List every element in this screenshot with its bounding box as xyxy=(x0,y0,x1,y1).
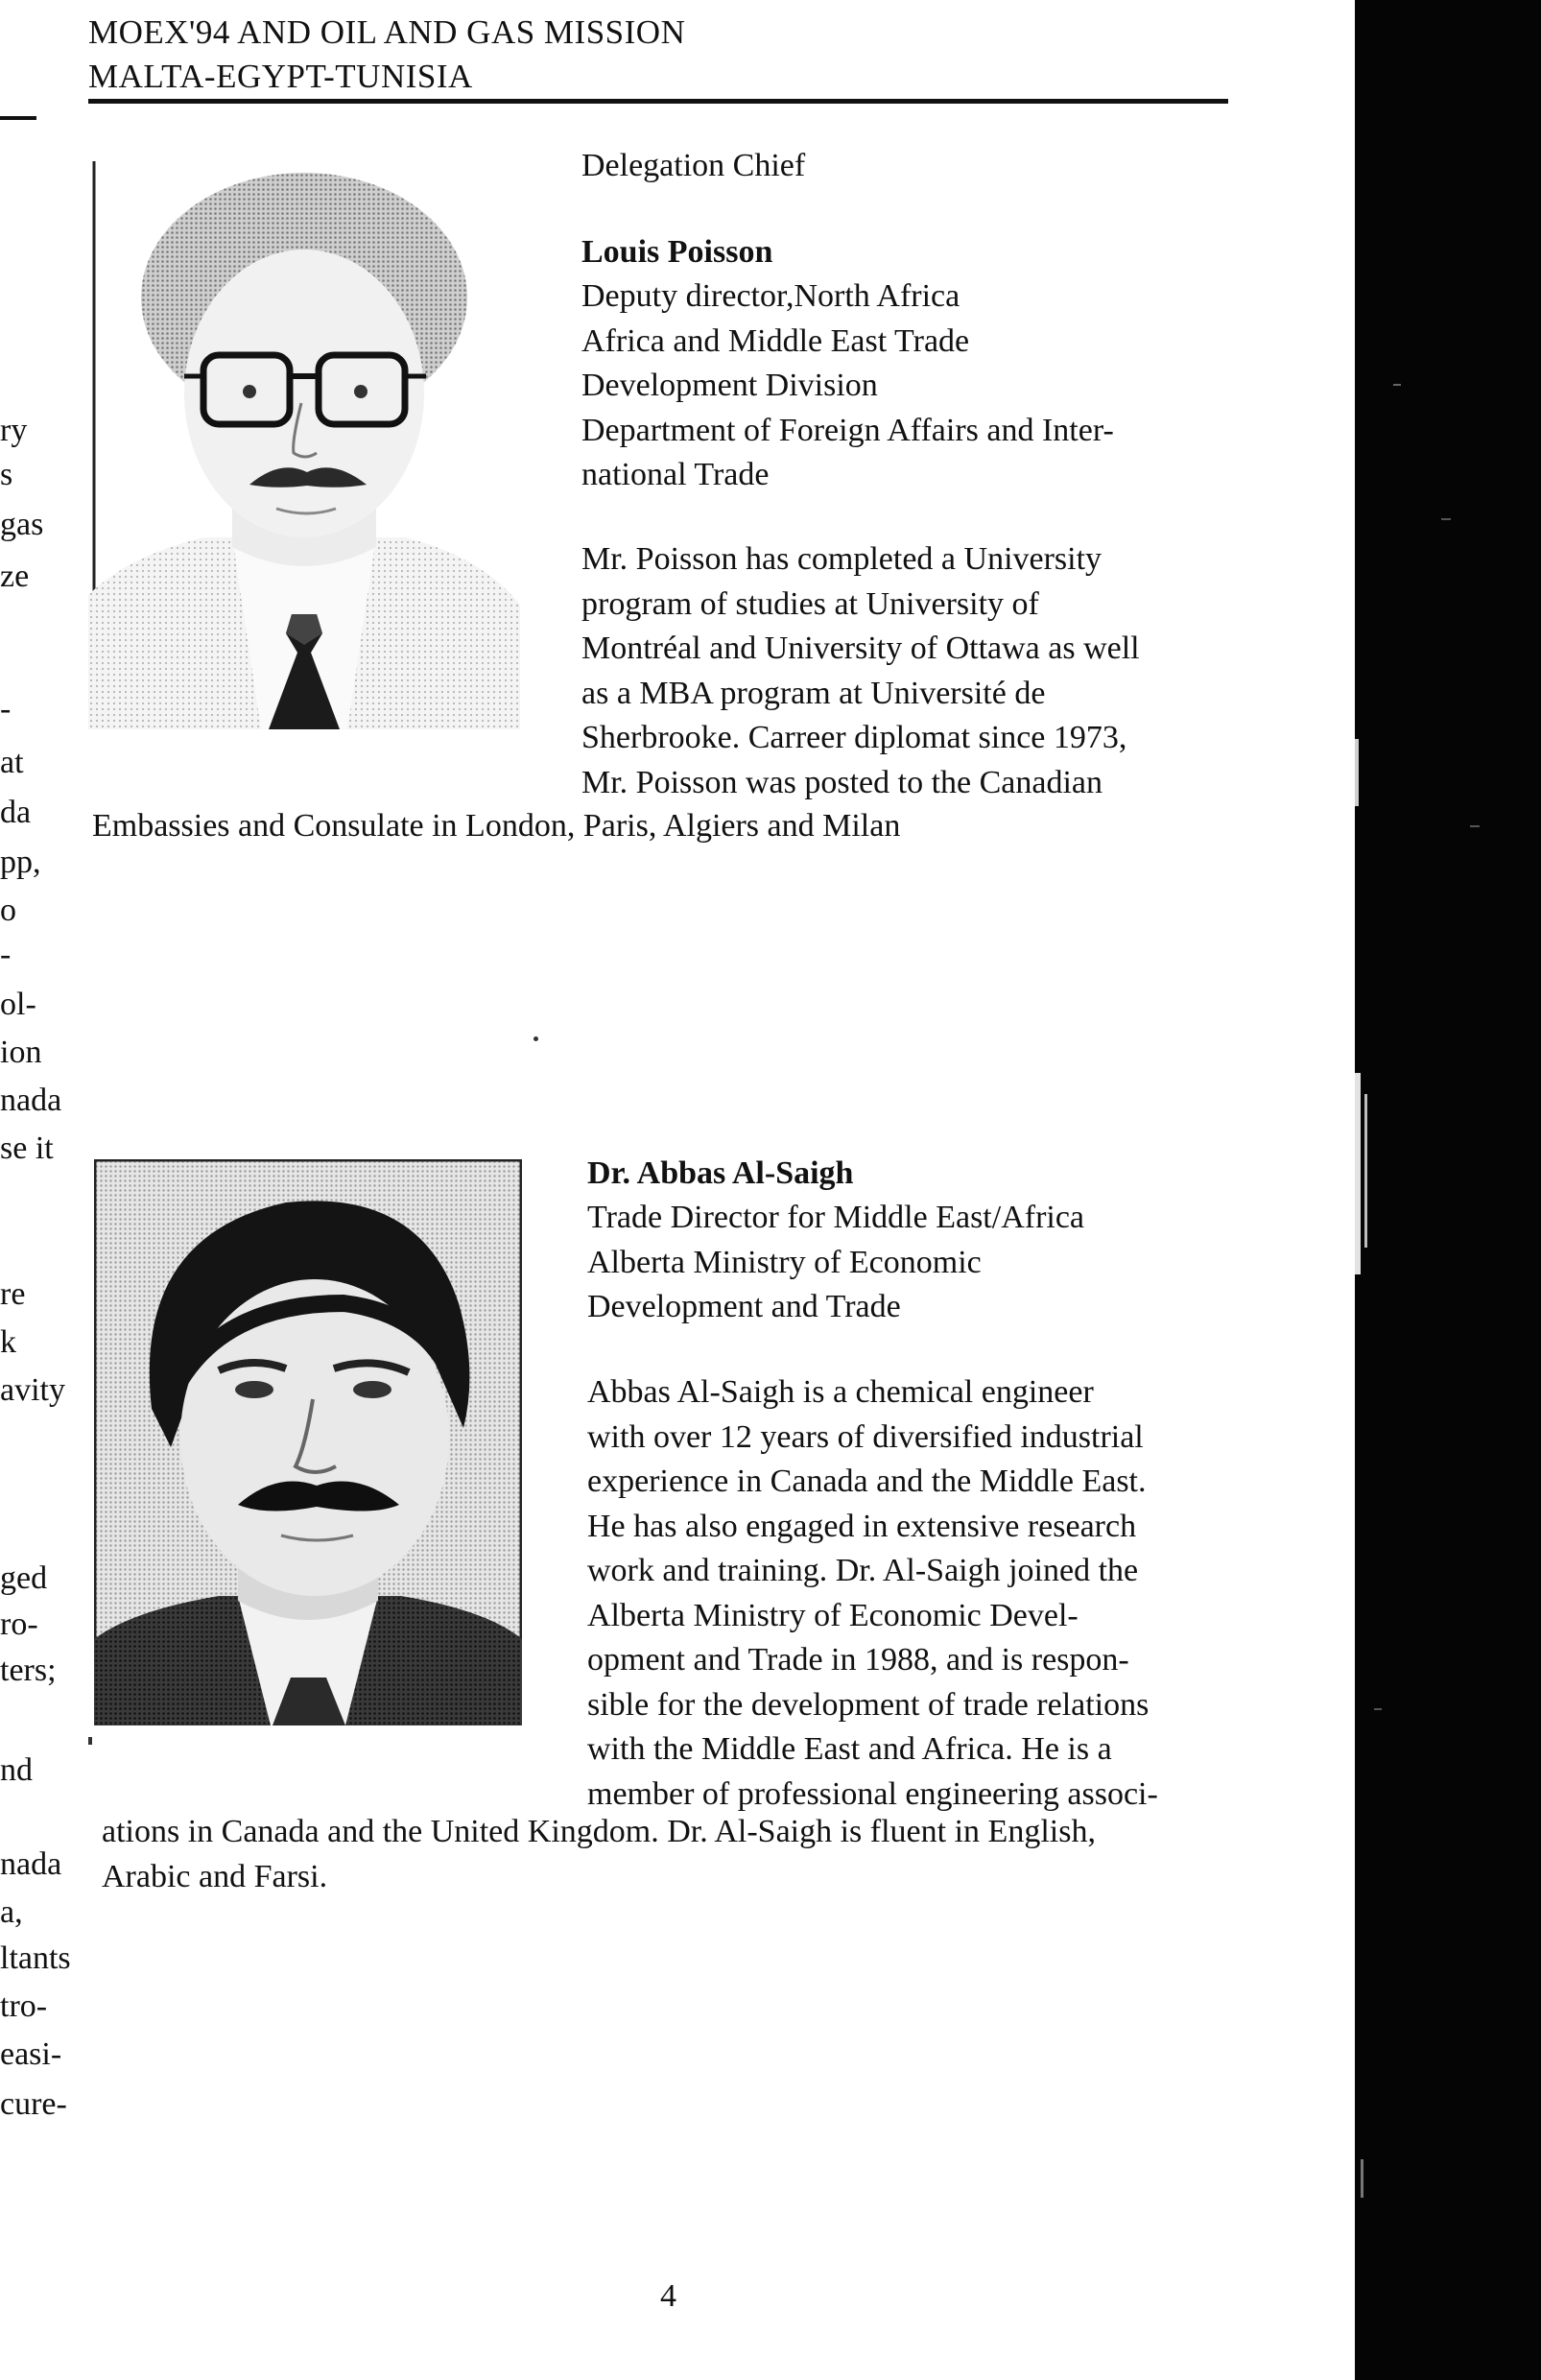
bio-full-line: Arabic and Farsi. xyxy=(102,1858,328,1894)
bio-line: Mr. Poisson has completed a University xyxy=(581,541,1102,577)
scan-artifact xyxy=(1355,1073,1361,1274)
profile1-title xyxy=(581,274,1114,498)
running-header-line-1: MOEX'94 AND OIL AND GAS MISSION xyxy=(88,13,686,51)
title-line: Development Division xyxy=(581,368,878,403)
fragment-text: k xyxy=(0,1324,16,1360)
fragment-text: da xyxy=(0,795,32,830)
profile1-bio-full-line: Embassies and Consulate in London, Paris, Algiers and Milan xyxy=(92,808,901,844)
profile2-bio-full xyxy=(102,1810,1096,1899)
profile-name-louis-poisson: Louis Poisson xyxy=(581,234,773,270)
portrait-photo-louis-poisson xyxy=(88,154,520,729)
scan-black-margin xyxy=(1355,0,1541,2380)
delegation-chief-label: Delegation Chief xyxy=(581,148,806,183)
fragment-text: cure- xyxy=(0,2086,67,2122)
bio-line: with the Middle East and Africa. He is a xyxy=(587,1731,1112,1767)
bio-line: Sherbrooke. Carreer diplomat since 1973, xyxy=(581,720,1127,755)
fragment-text: - xyxy=(0,937,12,972)
fragment-text: tro- xyxy=(0,1988,48,2024)
bio-line: work and training. Dr. Al-Saigh joined the xyxy=(587,1553,1139,1588)
bio-line: with over 12 years of diversified industrial xyxy=(587,1418,1144,1455)
title-line: Development and Trade xyxy=(587,1289,901,1324)
profile-name-abbas-al-saigh: Dr. Abbas Al-Saigh xyxy=(587,1155,854,1191)
fragment-text: ion xyxy=(0,1035,42,1070)
title-line: Department of Foreign Affairs and Inter- xyxy=(581,412,1114,448)
bio-line: Montréal and University of Ottawa as well xyxy=(581,631,1140,666)
scan-artifact xyxy=(1355,739,1359,806)
left-column-fragments xyxy=(0,0,86,2380)
profile1-bio xyxy=(581,537,1140,805)
fragment-text: re xyxy=(0,1276,26,1312)
scan-artifact xyxy=(1393,384,1401,386)
bio-line: as a MBA program at Université de xyxy=(581,675,1046,711)
title-line: Trade Director for Middle East/Africa xyxy=(587,1200,1085,1235)
fragment-text: easi- xyxy=(0,2036,62,2072)
header-rule xyxy=(88,99,1228,104)
title-line: national Trade xyxy=(581,457,770,492)
fragment-text: nd xyxy=(0,1752,33,1788)
fragment-text: ltants xyxy=(0,1940,71,1976)
scan-speck xyxy=(88,1737,92,1745)
bio-line: member of professional engineering associ- xyxy=(587,1775,1158,1812)
profile2-bio xyxy=(587,1370,1158,1817)
profile2-title xyxy=(587,1196,1084,1330)
scan-artifact xyxy=(1441,518,1451,520)
fragment-text: ol- xyxy=(0,987,36,1022)
bio-line: He has also engaged in extensive research xyxy=(587,1508,1137,1544)
bio-line: experience in Canada and the Middle East. xyxy=(587,1464,1147,1499)
fragment-text: gas xyxy=(0,507,44,542)
bio-line: Mr. Poisson was posted to the Canadian xyxy=(581,764,1103,800)
fragment-text: s xyxy=(0,457,13,492)
fragment-text: a, xyxy=(0,1894,23,1930)
scan-artifact xyxy=(1470,825,1480,827)
portrait-photo-abbas-al-saigh xyxy=(94,1159,522,1726)
scan-artifact xyxy=(1364,1094,1367,1248)
fragment-text: - xyxy=(0,691,12,726)
fragment-text: o xyxy=(0,892,16,928)
scan-artifact xyxy=(1374,1708,1382,1710)
fragment-text: avity xyxy=(0,1372,65,1408)
fragment-text: se it xyxy=(0,1130,54,1166)
scan-speck xyxy=(533,1036,538,1041)
fragment-text: ze xyxy=(0,559,30,594)
bio-line: opment and Trade in 1988, and is respon- xyxy=(587,1642,1129,1678)
fragment-text: nada xyxy=(0,1846,62,1882)
fragment-text: ged xyxy=(0,1560,48,1596)
bio-line: Abbas Al-Saigh is a chemical engineer xyxy=(587,1374,1094,1410)
fragment-text: pp, xyxy=(0,845,41,880)
fragment-text: at xyxy=(0,745,24,780)
bio-line: program of studies at University of xyxy=(581,585,1039,622)
running-header-line-2: MALTA-EGYPT-TUNISIA xyxy=(88,58,473,95)
fragment-text: ro- xyxy=(0,1606,38,1642)
fragment-text: ters; xyxy=(0,1653,57,1688)
scan-artifact xyxy=(1361,2159,1363,2198)
fragment-text: ry xyxy=(0,413,28,448)
title-line: Deputy director,North Africa xyxy=(581,278,960,314)
bio-full-line: ations in Canada and the United Kingdom. Dr. Al-Saigh is fluent in English, xyxy=(102,1814,1096,1849)
page-number: 4 xyxy=(660,2278,676,2314)
title-line: Africa and Middle East Trade xyxy=(581,322,970,359)
bio-line: sible for the development of trade relations xyxy=(587,1686,1150,1723)
fragment-text: nada xyxy=(0,1083,62,1118)
bio-line: Alberta Ministry of Economic Devel- xyxy=(587,1597,1079,1633)
title-line: Alberta Ministry of Economic xyxy=(587,1244,982,1280)
